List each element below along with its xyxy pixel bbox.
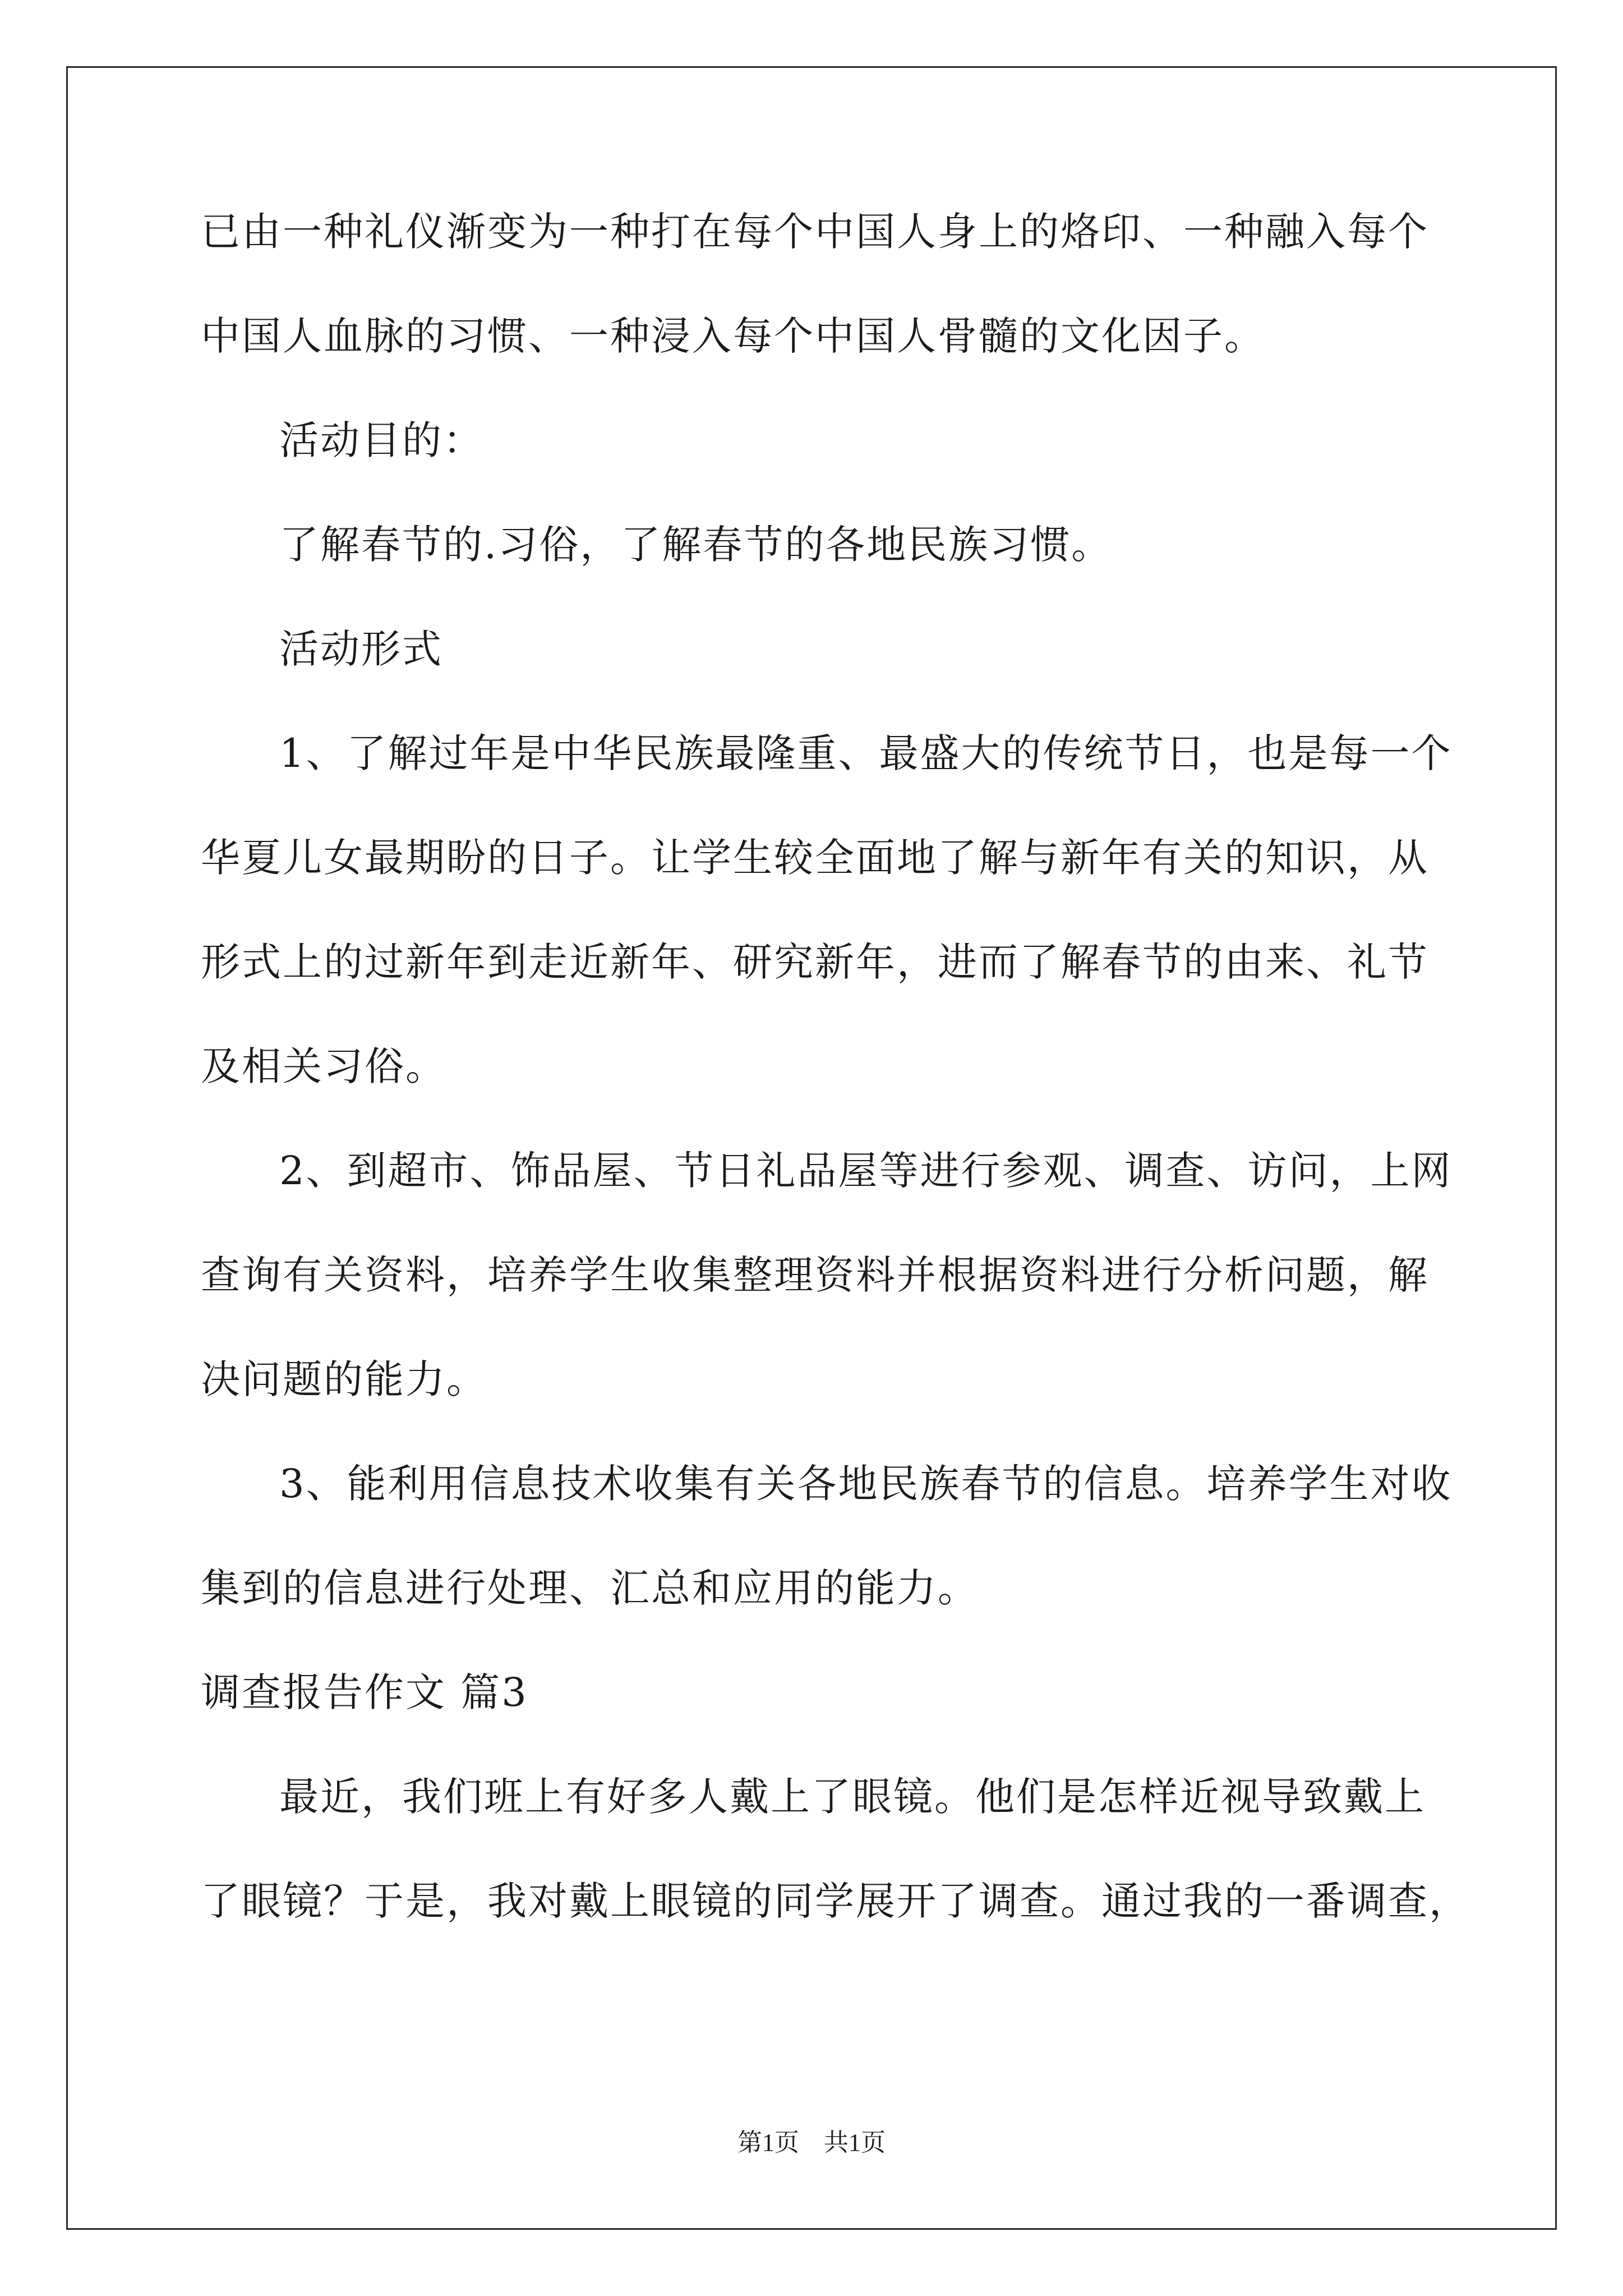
paragraph-line: 了眼镜？于是，我对戴上眼镜的同学展开了调查。通过我的一番调查， — [201, 1878, 1470, 1924]
list-item-line: 华夏儿女最期盼的日子。让学生较全面地了解与新年有关的知识，从 — [201, 835, 1429, 881]
article-title: 调查报告作文 篇3 — [201, 1669, 528, 1715]
list-item-line: 决问题的能力。 — [201, 1356, 487, 1402]
document-body — [201, 208, 1470, 1925]
section-heading: 活动目的： — [279, 417, 484, 463]
paragraph-line: 中国人血脉的习惯、一种浸入每个中国人骨髓的文化因子。 — [201, 313, 1265, 359]
list-item-line: 1、了解过年是中华民族最隆重、最盛大的传统节日，也是每一个 — [279, 730, 1453, 776]
list-item-line: 3、能利用信息技术收集有关各地民族春节的信息。培养学生对收 — [279, 1461, 1453, 1507]
paragraph-line: 最近，我们班上有好多人戴上了眼镜。他们是怎样近视导致戴上 — [279, 1774, 1426, 1820]
list-item-line: 查询有关资料，培养学生收集整理资料并根据资料进行分析问题，解 — [201, 1252, 1429, 1298]
page-footer: 第1页 共1页 — [737, 2129, 886, 2156]
list-item-line: 形式上的过新年到走近新年、研究新年，进而了解春节的由来、礼节 — [201, 939, 1429, 985]
list-item-line: 2、到超市、饰品屋、节日礼品屋等进行参观、调查、访问，上网 — [279, 1148, 1453, 1194]
section-heading: 活动形式 — [279, 626, 443, 672]
paragraph-line: 已由一种礼仪渐变为一种打在每个中国人身上的烙印、一种融入每个 — [201, 209, 1429, 255]
paragraph-line: 了解春节的.习俗，了解春节的各地民族习惯。 — [279, 522, 1113, 568]
list-item-line: 及相关习俗。 — [201, 1043, 446, 1089]
list-item-line: 集到的信息进行处理、汇总和应用的能力。 — [201, 1565, 979, 1611]
